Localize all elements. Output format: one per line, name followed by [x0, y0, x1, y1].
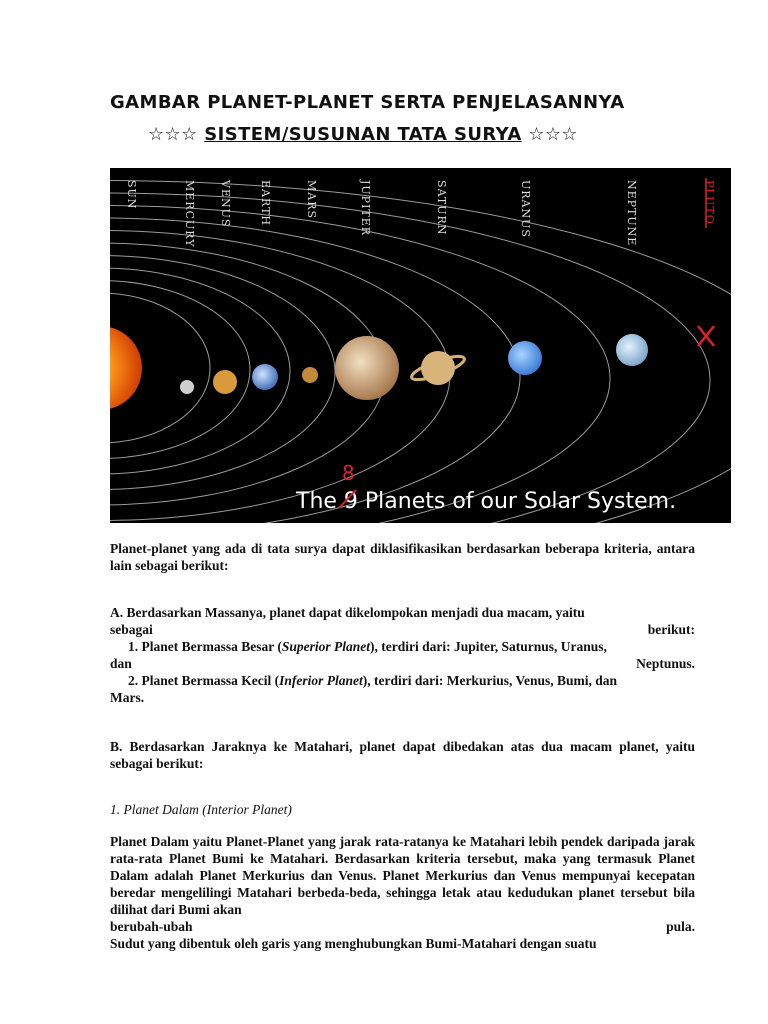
item-a1: 1. Planet Bermassa Besar (Superior Planet), terdiri dari: Jupiter, Saturnus, Uranus, [128, 639, 607, 654]
planet-label-pluto: PLUTO [703, 180, 716, 225]
item-a1-line2: dan Neptunus. [110, 656, 695, 671]
caption-correction: 8 [342, 461, 355, 485]
body1-text: Planet Dalam yaitu Planet-Planet yang jarak rata-ratanya ke Matahari lebih pendek daripada jarak rata-rata Planet Bumi ke Matahari. Berdasarkan kriteria tersebut, maka yang termasuk Planet Dalam adalah Planet Merkurius dan Venus. Planet Merkurius dan Venus mempunyai kecepatan beredar mengelilingi Matahari berbeda-beda, sehingga letak atau kedudukan planet tersebut bila dilihat dari Bumi akan [110, 834, 695, 917]
planet-label-jupiter: JUPITER [359, 180, 372, 237]
solar-system-image [110, 168, 731, 523]
planet-label-mercury: MERCURY [183, 180, 196, 248]
term-superior: Superior Planet [281, 639, 370, 654]
caption-suffix: Planets of our Solar System. [357, 489, 677, 514]
planet-label-earth: EARTH [259, 180, 272, 226]
word-sebagai: sebagai [110, 622, 153, 637]
planet-label-venus: VENUS [219, 180, 232, 228]
earth-graphic [252, 364, 278, 390]
section-a-line2 [110, 621, 695, 638]
pluto-cross-mark [698, 326, 714, 346]
planet-label-mars: MARS [305, 180, 318, 220]
orbit-line [110, 231, 450, 521]
subheading-planet-dalam: 1. Planet Dalam (Interior Planet) [110, 802, 292, 817]
saturn-graphic [421, 351, 455, 385]
subtitle-text: SISTEM/SUSUNAN TATA SURYA [204, 124, 522, 145]
venus-graphic [213, 370, 237, 394]
stars-left: ☆☆☆ [148, 124, 198, 145]
caption-number: 9 [343, 489, 358, 514]
term-inferior: Inferior Planet [279, 673, 363, 688]
planet-label-uranus: URANUS [519, 180, 532, 238]
body2-text: Sudut yang dibentuk oleh garis yang menghubungkan Bumi-Matahari dengan suatu [110, 936, 597, 951]
section-a [110, 604, 695, 706]
section-b: B. Berdasarkan Jaraknya ke Matahari, planet dapat dibedakan atas dua macam planet, yaitu sebagai berikut: [110, 739, 695, 771]
body-planet-dalam [110, 833, 695, 952]
uranus-graphic [508, 341, 542, 375]
planet-label-neptune: NEPTUNE [625, 180, 638, 247]
planet-labels [125, 179, 716, 247]
word-berikut: berikut: [647, 622, 695, 637]
mars-graphic [302, 367, 318, 383]
section-a-head: A. Berdasarkan Massanya, planet dapat dikelompokan menjadi dua macam, yaitu [110, 605, 585, 620]
intro-paragraph: Planet-planet yang ada di tata surya dapat diklasifikasikan berdasarkan beberapa kriteria, antara lain sebagai berikut: [110, 541, 695, 573]
sun-graphic [110, 326, 142, 410]
neptune-graphic [616, 334, 648, 366]
stars-right: ☆☆☆ [528, 124, 578, 145]
body1-last-line: berubah-ubah pula. [110, 919, 695, 934]
planet-label-saturn: SATURN [435, 180, 448, 236]
document-subtitle [148, 124, 578, 145]
figure-caption [295, 461, 676, 514]
document-title: GAMBAR PLANET-PLANET SERTA PENJELASANNYA [110, 92, 625, 113]
item-a2-line2: Mars. [110, 690, 145, 705]
planet-label-sun: SUN [125, 180, 138, 210]
caption-prefix: The [296, 489, 344, 514]
solar-system-diagram [110, 168, 731, 523]
mercury-graphic [180, 380, 194, 394]
jupiter-graphic [335, 336, 399, 400]
item-a2: 2. Planet Bermassa Kecil (Inferior Planet), terdiri dari: Merkurius, Venus, Bumi, dan [128, 673, 618, 688]
